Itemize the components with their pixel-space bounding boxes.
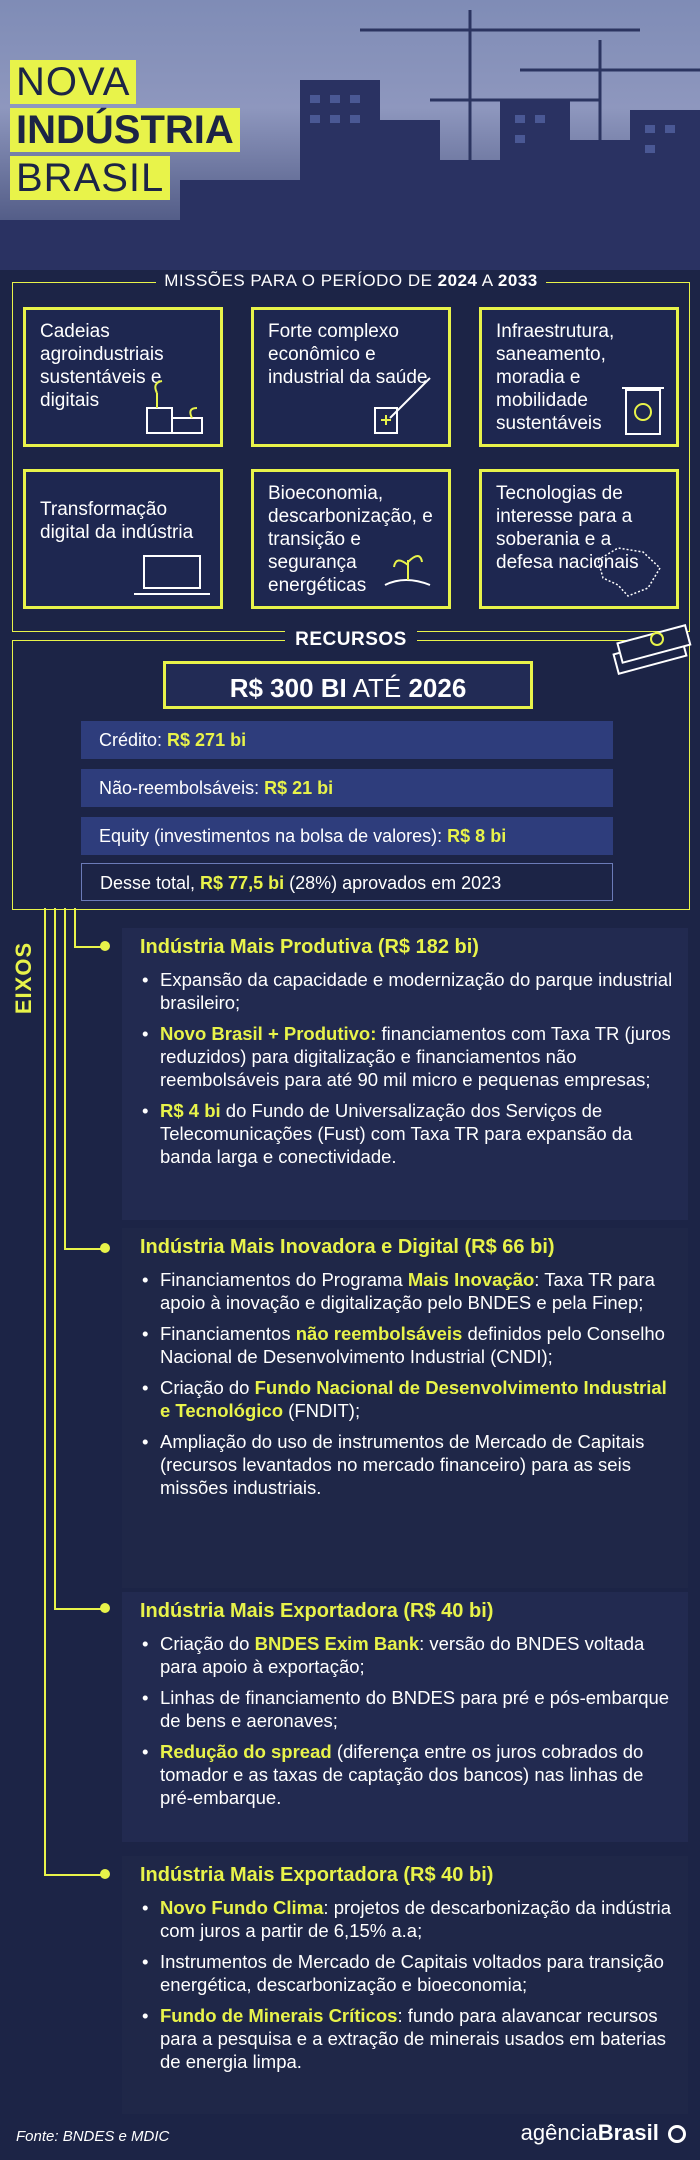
mission-text: Tecnologias de interesse para a soberania e a defesa nacionais <box>496 483 639 573</box>
eixo-exportadora <box>122 1592 688 1842</box>
recurso-row-aprovados: Desse total, R$ 77,5 bi (28%) aprovados em 2023 <box>81 863 613 901</box>
recurso-row-credito: Crédito: R$ 271 bi <box>81 721 613 759</box>
recycle-bin-icon <box>618 378 668 438</box>
recursos-heading: RECURSOS <box>13 629 689 651</box>
mission-text: Cadeias agroindustriais sustentáveis e digitais <box>40 321 164 411</box>
title-line-3: BRASIL <box>10 156 170 200</box>
mission-card-5 <box>251 469 451 609</box>
mission-text: Forte complexo econômico e industrial da saúde <box>268 321 428 388</box>
list-item: • Fundo de Minerais Críticos: fundo para alavancar recursos para a pesquisa e a extração de minerais usados em baterias de energia limpa. <box>140 2004 680 2073</box>
recursos-section <box>12 629 690 910</box>
list-item: • R$ 4 bi do Fundo de Universalização dos Serviços de Telecomunicações (Fust) com Taxa TR para expansão da banda larga e conectividade. <box>140 1099 680 1168</box>
agencia-brasil-logo: agênciaBrasil <box>521 2120 686 2146</box>
connector-dot <box>100 1869 110 1879</box>
eixo-title: Indústria Mais Produtiva (R$ 182 bi) <box>140 936 479 958</box>
mission-card-1 <box>23 307 223 447</box>
recurso-row-equity: Equity (investimentos na bolsa de valores): R$ 8 bi <box>81 817 613 855</box>
list-item: • Linhas de financiamento do BNDES para pré e pós-embarque de bens e aeronaves; <box>140 1686 680 1732</box>
list-item: • Redução do spread (diferença entre os juros cobrados do tomador e as taxas de captação dos bancos) nas linhas de pré-embarque. <box>140 1740 680 1809</box>
mission-card-6 <box>479 469 679 609</box>
connector-dot <box>100 1603 110 1613</box>
logo-circle-icon <box>668 2125 686 2143</box>
brazil-map-icon <box>588 540 668 600</box>
total-recursos-box: R$ 300 BI ATÉ 2026 <box>163 661 533 709</box>
list-item: • Instrumentos de Mercado de Capitais voltados para transição energética, descarbonização e bioeconomia; <box>140 1950 680 1996</box>
mission-text: Transformação digital da indústria <box>40 499 194 543</box>
list-item: • Ampliação do uso de instrumentos de Mercado de Capitais (recursos levantados no mercado financeiro) para as seis missões industriais. <box>140 1430 680 1499</box>
eixo-title: Indústria Mais Inovadora e Digital (R$ 66 bi) <box>140 1236 555 1258</box>
title-line-1: NOVA <box>10 60 136 104</box>
list-item: • Financiamentos do Programa Mais Inovação: Taxa TR para apoio à inovação e digitalização pelo BNDES e pela Finep; <box>140 1268 680 1314</box>
eixo-inovadora-digital <box>122 1228 688 1588</box>
missions-section <box>12 271 690 632</box>
recurso-row-nao-reembolsaveis: Não-reembolsáveis: R$ 21 bi <box>81 769 613 807</box>
mission-text: Bioeconomia, descarbonização, e transição e segurança energéticas <box>268 483 433 596</box>
money-stack-icon <box>605 615 695 675</box>
laptop-icon <box>132 550 212 600</box>
eixo-title: Indústria Mais Exportadora (R$ 40 bi) <box>140 1600 494 1622</box>
mission-text: Infraestrutura, saneamento, moradia e mobilidade sustentáveis <box>496 321 615 434</box>
eixo-exportadora-2 <box>122 1856 688 2114</box>
hand-plant-icon <box>380 540 440 600</box>
eixo-title: Indústria Mais Exportadora (R$ 40 bi) <box>140 1864 494 1886</box>
list-item: • Criação do Fundo Nacional de Desenvolvimento Industrial e Tecnológico (FNDIT); <box>140 1376 680 1422</box>
list-item: • Novo Brasil + Produtivo: financiamentos com Taxa TR (juros reduzidos) para digitalização e financiamentos não reembolsáveis para até 90 mil micro e pequenas empresas; <box>140 1022 680 1091</box>
title-line-2: INDÚSTRIA <box>10 108 240 152</box>
missions-heading: MISSÕES PARA O PERÍODO DE 2024 A 2033 <box>13 271 689 291</box>
connector-dot <box>100 1243 110 1253</box>
syringe-medicine-icon <box>370 368 440 438</box>
eixo-produtiva <box>122 928 688 1220</box>
list-item: • Criação do BNDES Exim Bank: versão do BNDES voltada para apoio à exportação; <box>140 1632 680 1678</box>
factory-plant-icon <box>142 378 212 438</box>
list-item: • Financiamentos não reembolsáveis definidos pelo Conselho Nacional de Desenvolvimento Industrial (CNDI); <box>140 1322 680 1368</box>
mission-card-3 <box>479 307 679 447</box>
source-note: Fonte: BNDES e MDIC <box>16 2128 170 2145</box>
mission-card-4 <box>23 469 223 609</box>
hero-banner <box>0 0 700 270</box>
list-item: • Expansão da capacidade e modernização do parque industrial brasileiro; <box>140 968 680 1014</box>
mission-card-2 <box>251 307 451 447</box>
connector-dot <box>100 941 110 951</box>
list-item: • Novo Fundo Clima: projetos de descarbonização da indústria com juros a partir de 6,15% a.a; <box>140 1896 680 1942</box>
eixos-label: EIXOS <box>11 941 37 1015</box>
